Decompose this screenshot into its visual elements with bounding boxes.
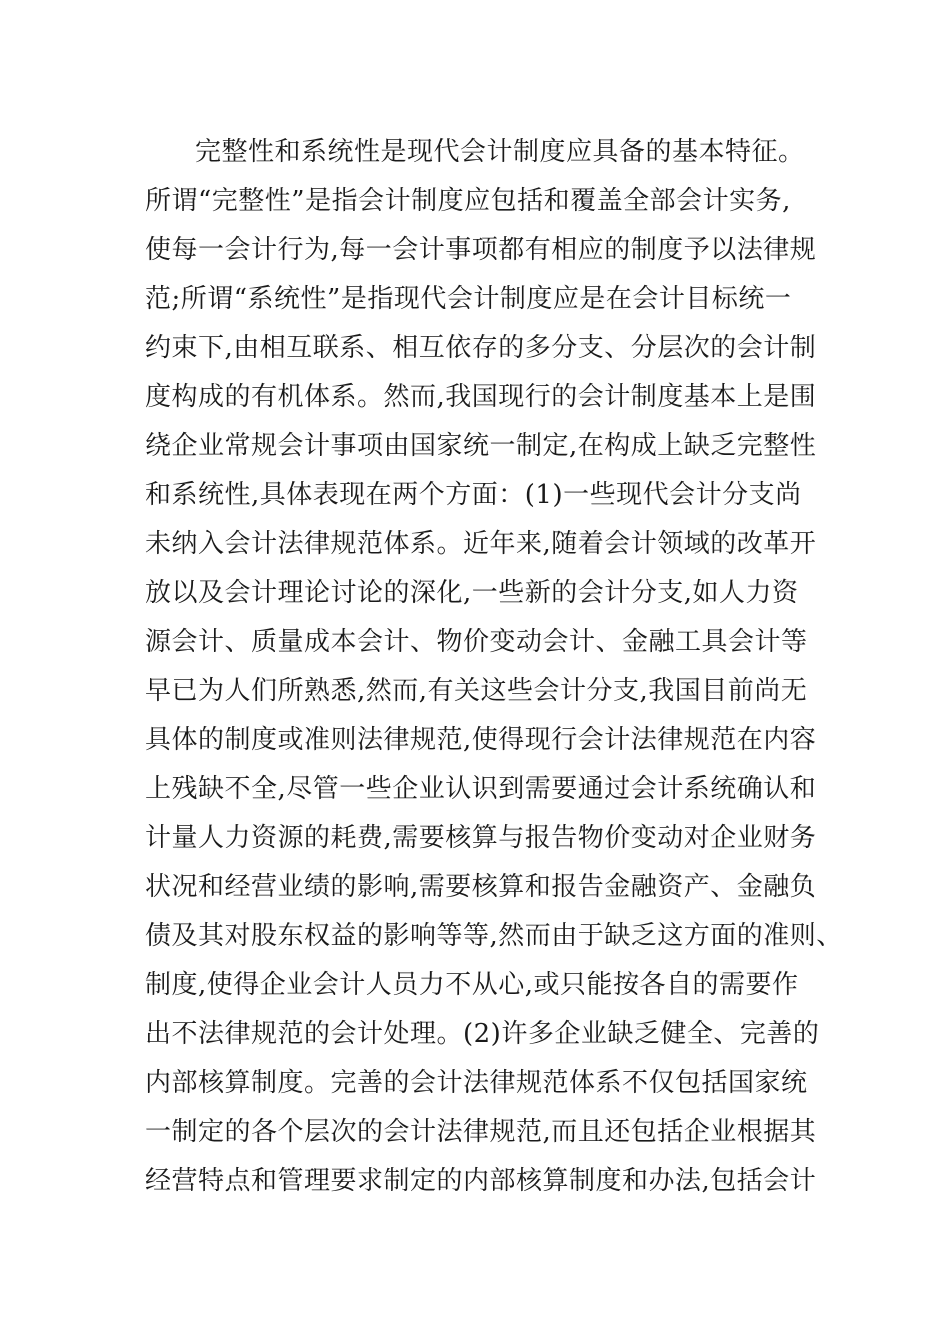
text-line: 制度,使得企业会计人员力不从心,或只能按各自的需要作	[145, 970, 799, 1000]
text-line: 绕企业常规会计事项由国家统一制定,在构成上缺乏完整性	[145, 431, 817, 461]
text-line: 状况和经营业绩的影响,需要核算和报告金融资产、金融负	[145, 872, 817, 902]
text-line: 约束下,由相互联系、相互依存的多分支、分层次的会计制	[145, 333, 817, 363]
text-line: 具体的制度或准则法律规范,使得现行会计法律规范在内容	[145, 725, 817, 755]
text-line: 出不法律规范的会计处理。(2)许多企业缺乏健全、完善的	[145, 1019, 820, 1049]
text-line: 度构成的有机体系。然而,我国现行的会计制度基本上是围	[145, 382, 817, 412]
text-line: 使每一会计行为,每一会计事项都有相应的制度予以法律规	[145, 235, 817, 265]
body-paragraph	[145, 128, 843, 1206]
text-line: 源会计、质量成本会计、物价变动会计、金融工具会计等	[145, 627, 808, 657]
text-line: 计量人力资源的耗费,需要核算与报告物价变动对企业财务	[145, 823, 817, 853]
text-line: 和系统性,具体表现在两个方面：(1)一些现代会计分支尚	[145, 480, 802, 510]
text-line: 经营特点和管理要求制定的内部核算制度和办法,包括会计	[145, 1166, 817, 1196]
text-line: 完整性和系统性是现代会计制度应具备的基本特征。	[195, 137, 805, 167]
text-line: 内部核算制度。完善的会计法律规范体系不仅包括国家统	[145, 1068, 808, 1098]
text-line: 范;所谓“系统性”是指现代会计制度应是在会计目标统一	[145, 284, 792, 314]
text-line: 债及其对股东权益的影响等等,然而由于缺乏这方面的准则、	[145, 921, 843, 951]
text-line: 上残缺不全,尽管一些企业认识到需要通过会计系统确认和	[145, 774, 817, 804]
text-line: 所谓“完整性”是指会计制度应包括和覆盖全部会计实务,	[145, 186, 791, 216]
text-line: 早已为人们所熟悉,然而,有关这些会计分支,我国目前尚无	[145, 676, 808, 706]
text-line: 一制定的各个层次的会计法律规范,而且还包括企业根据其	[145, 1117, 817, 1147]
text-line: 放以及会计理论讨论的深化,一些新的会计分支,如人力资	[145, 578, 799, 608]
text-line: 未纳入会计法律规范体系。近年来,随着会计领域的改革开	[145, 529, 817, 559]
